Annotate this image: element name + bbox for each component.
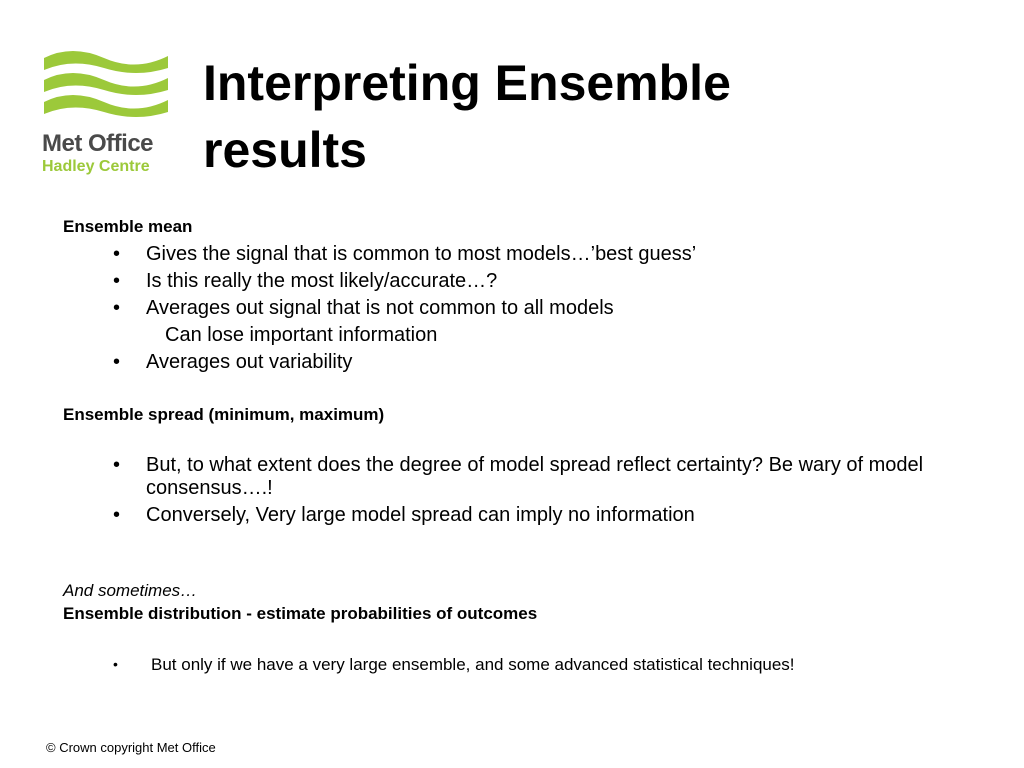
bullet-text: But only if we have a very large ensemble, and some advanced statistical techniques! — [151, 655, 795, 674]
wave-logo-icon — [42, 48, 170, 128]
sub-note: Can lose important information — [165, 324, 438, 346]
page-title: Interpreting Ensemble results — [203, 55, 731, 178]
logo-text-met-office: Met Office — [42, 130, 154, 157]
bullet-icon: • — [113, 243, 121, 265]
heading-ensemble-distribution: Ensemble distribution - estimate probabilities of outcomes — [63, 604, 538, 623]
bullet-icon: • — [113, 504, 121, 526]
bullet-icon: • — [113, 656, 118, 672]
bullet-text: But, to what extent does the degree of model spread reflect certainty? Be wary of model consensus….! — [146, 454, 924, 499]
heading-ensemble-spread: Ensemble spread (minimum, maximum) — [63, 405, 385, 424]
bullet-icon: • — [113, 297, 121, 319]
bullet-text: Averages out variability — [146, 351, 353, 373]
bullet-icon: • — [113, 270, 121, 292]
bullet-text: Is this really the most likely/accurate…? — [146, 270, 498, 292]
bullet-icon: • — [113, 454, 121, 476]
met-office-logo — [40, 48, 172, 183]
bullet-text: Gives the signal that is common to most models…’best guess’ — [146, 243, 697, 265]
bullet-text: Averages out signal that is not common to all models — [146, 297, 614, 319]
bullet-text: Conversely, Very large model spread can imply no information — [146, 504, 695, 526]
bullet-icon: • — [113, 351, 121, 373]
footer-copyright: © Crown copyright Met Office — [46, 740, 216, 755]
intro-and-sometimes: And sometimes… — [63, 581, 198, 600]
heading-ensemble-mean: Ensemble mean — [63, 217, 193, 236]
logo-text-hadley-centre: Hadley Centre — [42, 158, 150, 175]
